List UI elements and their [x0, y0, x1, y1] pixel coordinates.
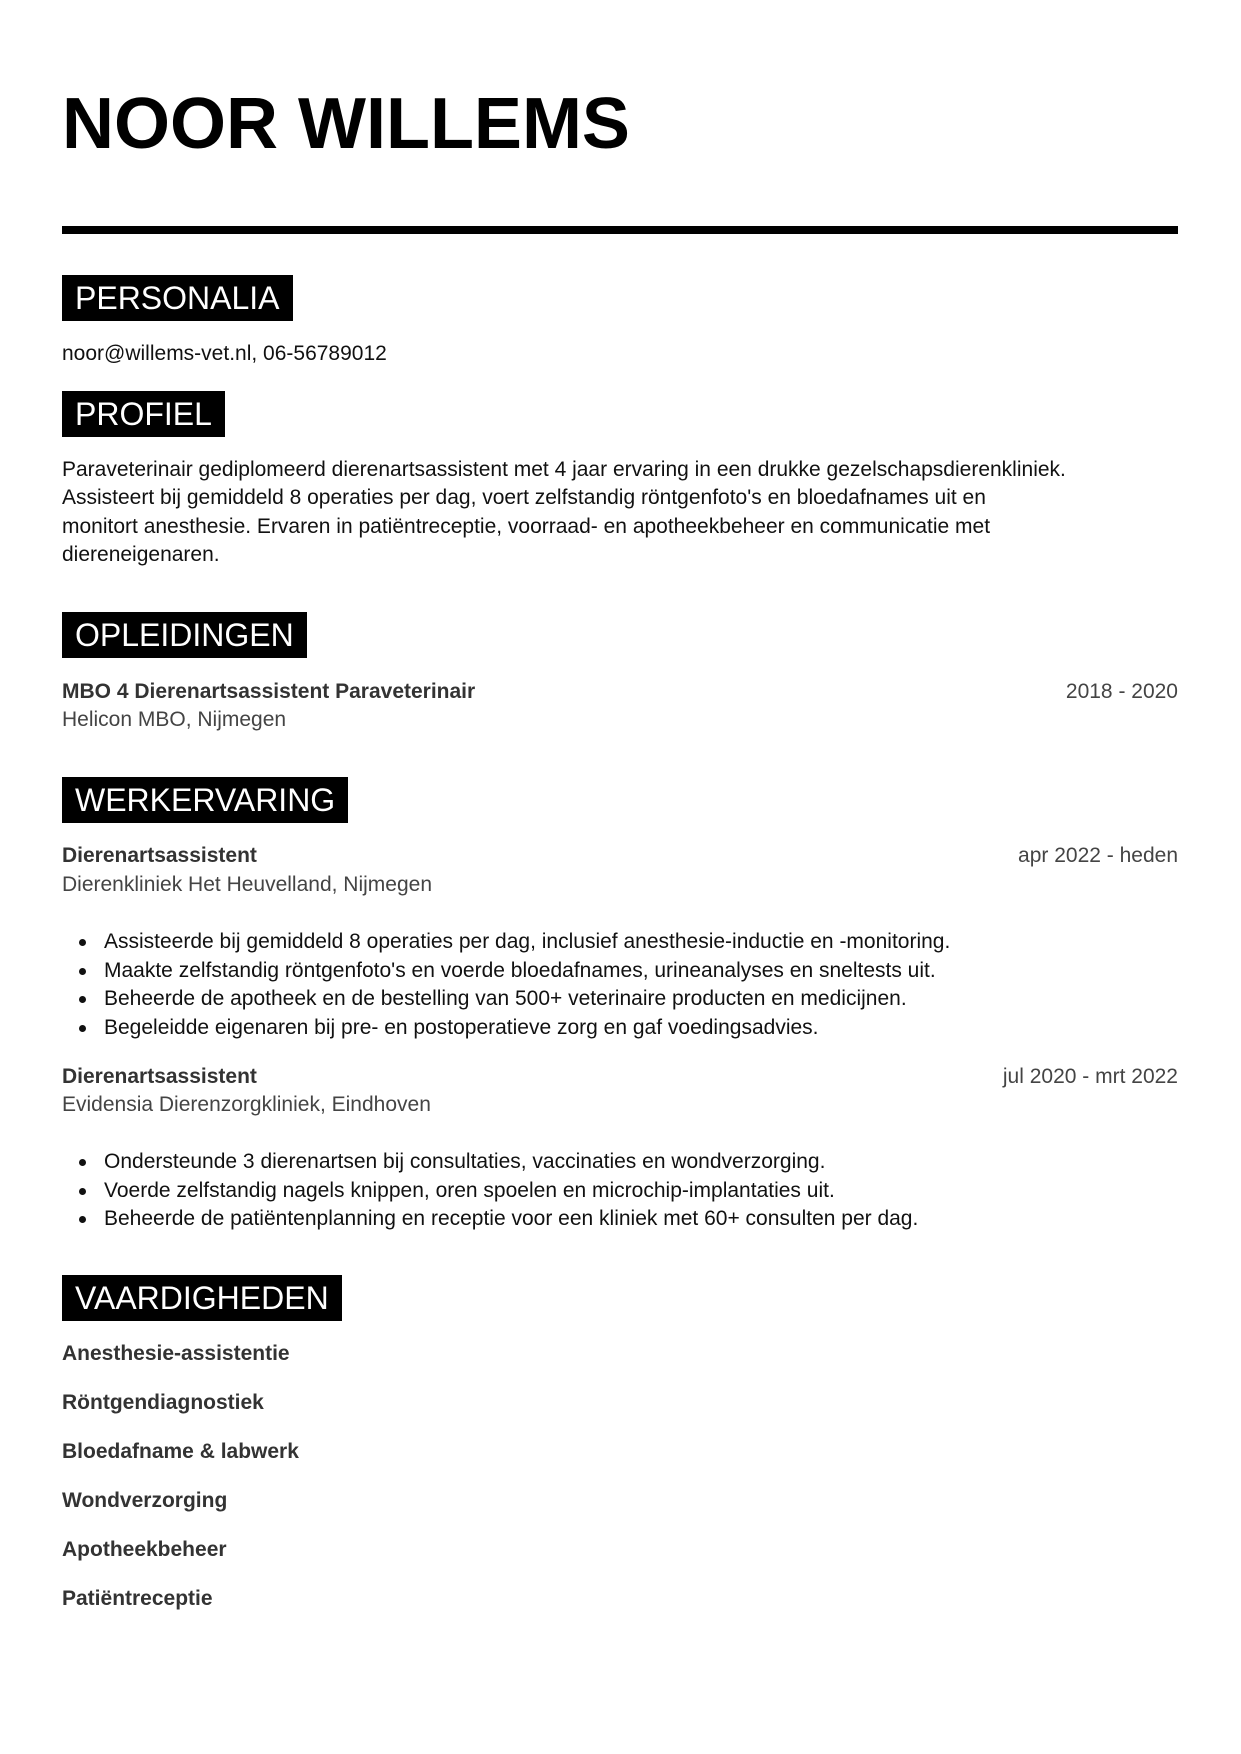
section-title-profiel: PROFIEL — [62, 391, 225, 437]
job-dates: apr 2022 - heden — [1018, 844, 1178, 867]
bullet-text: Ondersteunde 3 dierenartsen bij consultaties, vaccinaties en wondverzorging. — [104, 1150, 826, 1173]
bullet-text: Assisteerde bij gemiddeld 8 operaties per dag, inclusief anesthesie-inductie en -monitoring. — [104, 930, 951, 953]
skill-item: Patiëntreceptie — [62, 1587, 213, 1610]
profile-line: monitort anesthesie. Ervaren in patiëntreceptie, voorraad- en apotheekbeheer en communicatie met — [62, 515, 991, 538]
skill-item: Anesthesie-assistentie — [62, 1342, 290, 1365]
bullet-text: Beheerde de apotheek en de bestelling van 500+ veterinaire producten en medicijnen. — [104, 987, 907, 1010]
list-item — [62, 928, 1178, 957]
list-item — [62, 1177, 1178, 1206]
bullet-icon — [79, 1025, 86, 1032]
bullet-icon — [79, 1159, 86, 1166]
job-dates: jul 2020 - mrt 2022 — [1002, 1065, 1178, 1088]
skill-item: Wondverzorging — [62, 1489, 228, 1512]
list-item — [62, 1148, 1178, 1177]
profile-line: Paraveterinair gediplomeerd dierenartsassistent met 4 jaar ervaring in een drukke gezelschapsdierenkliniek. — [62, 458, 1066, 481]
bullet-text: Beheerde de patiëntenplanning en receptie voor een kliniek met 60+ consulten per dag. — [104, 1207, 919, 1230]
bullet-icon — [79, 939, 86, 946]
profile-line: Assisteert bij gemiddeld 8 operaties per dag, voert zelfstandig röntgenfoto's en bloedafnames uit en — [62, 486, 986, 509]
section-title-personalia: PERSONALIA — [62, 275, 293, 321]
contact-info: noor@willems-vet.nl, 06-56789012 — [62, 342, 387, 365]
candidate-name: NOOR WILLEMS — [62, 84, 630, 164]
job-employer: Dierenkliniek Het Heuvelland, Nijmegen — [62, 873, 433, 896]
list-item — [62, 957, 1178, 986]
job-bullet-list — [62, 1148, 1178, 1234]
section-title-opleidingen: OPLEIDINGEN — [62, 612, 307, 658]
profile-line: diereneigenaren. — [62, 543, 220, 566]
education-institution: Helicon MBO, Nijmegen — [62, 708, 287, 731]
job-title: Dierenartsassistent — [62, 1065, 257, 1088]
education-title: MBO 4 Dierenartsassistent Paraveterinair — [62, 680, 476, 703]
job-title: Dierenartsassistent — [62, 844, 257, 867]
bullet-icon — [79, 1188, 86, 1195]
list-item — [62, 1205, 1178, 1234]
education-dates: 2018 - 2020 — [1065, 680, 1178, 703]
bullet-icon — [79, 1216, 86, 1223]
skill-item: Apotheekbeheer — [62, 1538, 227, 1561]
list-item — [62, 1014, 1178, 1043]
header-divider — [62, 226, 1178, 234]
skill-item: Röntgendiagnostiek — [62, 1391, 264, 1414]
section-title-werkervaring: WERKERVARING — [62, 777, 348, 823]
bullet-icon — [79, 996, 86, 1003]
job-bullet-list — [62, 928, 1178, 1042]
list-item — [62, 985, 1178, 1014]
job-employer: Evidensia Dierenzorgkliniek, Eindhoven — [62, 1093, 431, 1116]
bullet-text: Voerde zelfstandig nagels knippen, oren spoelen en microchip-implantaties uit. — [104, 1178, 835, 1202]
skill-item: Bloedafname & labwerk — [62, 1440, 299, 1463]
bullet-text: Begeleidde eigenaren bij pre- en postoperatieve zorg en gaf voedingsadvies. — [104, 1015, 819, 1039]
bullet-text: Maakte zelfstandig röntgenfoto's en voerde bloedafnames, urineanalyses en sneltests uit. — [104, 958, 936, 982]
section-title-vaardigheden: VAARDIGHEDEN — [62, 1275, 342, 1321]
bullet-icon — [79, 968, 86, 975]
